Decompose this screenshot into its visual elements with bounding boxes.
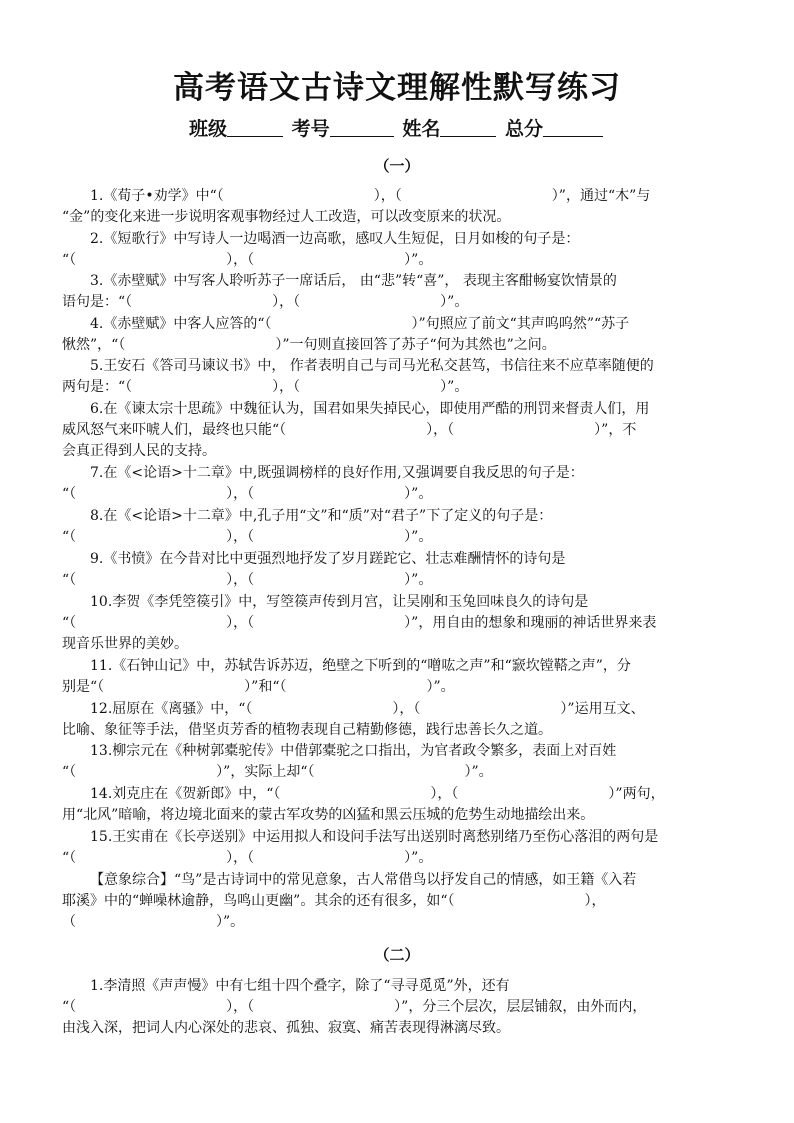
question-text: 两句是：“（ bbox=[62, 379, 133, 395]
question-text: “（ bbox=[62, 999, 77, 1015]
question-text: 8.在《<论语>十二章》中,孔子用“文”和“质”对“君子”下了定义的句子是： bbox=[90, 508, 553, 524]
question-6 bbox=[62, 399, 734, 462]
question-text: ）”。 bbox=[440, 294, 469, 310]
question-text: ）”。 bbox=[404, 572, 433, 588]
question-text: 7.在《<论语>十二章》中,既强调榜样的良好作用,又强调要自我反思的句子是： bbox=[90, 465, 584, 481]
question-text: ），（ bbox=[373, 188, 402, 204]
question-text: “金”的变化来进一步说明客观事物经过人工改造，可以改变原来的状况。 bbox=[62, 209, 511, 225]
question-text: 6.在《谏太宗十思疏》中魏征认为，国君如果失掉民心，即使用严酷的刑罚来督责人们，用 bbox=[90, 401, 650, 417]
question-5 bbox=[62, 356, 734, 398]
question-text: 别是“（ bbox=[62, 679, 105, 695]
section2-question-1 bbox=[62, 976, 734, 1039]
question-text: （ bbox=[62, 914, 76, 930]
question-text: “（ bbox=[62, 572, 77, 588]
question-text: ）”两句， bbox=[608, 786, 665, 802]
number-field[interactable] bbox=[330, 118, 394, 137]
question-text: 4.《赤壁赋》中客人应答的“（ bbox=[90, 316, 272, 332]
question-14 bbox=[62, 784, 734, 826]
question-text: ），（ bbox=[226, 999, 255, 1015]
question-text: ），（ bbox=[426, 422, 455, 438]
section-title-2: （二） bbox=[374, 946, 420, 964]
question-text: ）”和“（ bbox=[244, 679, 287, 695]
question-text: ），（ bbox=[272, 379, 301, 395]
question-text: 语句是：“（ bbox=[62, 294, 133, 310]
section-title-1: （一） bbox=[374, 157, 420, 175]
question-text: ），（ bbox=[226, 572, 255, 588]
question-text: “（ bbox=[62, 764, 77, 780]
question-15 bbox=[62, 827, 734, 869]
question-text: ）”，不 bbox=[594, 422, 637, 438]
question-text: ）”。 bbox=[404, 529, 433, 545]
question-text: “（ bbox=[62, 850, 77, 866]
question-text: 【意象综合】“鸟”是古诗词中的常见意象，古人常借鸟以抒发自己的情感，如王籍《入若 bbox=[90, 872, 637, 888]
question-text: 9.《书愤》在今昔对比中更强烈地抒发了岁月蹉跎它、壮志难酬情怀的诗句是 bbox=[90, 551, 566, 567]
question-text: ）”。 bbox=[404, 850, 433, 866]
question-text: 现音乐世界的美妙。 bbox=[62, 636, 188, 652]
question-13 bbox=[62, 741, 734, 783]
question-text: ）”一句则直接回答了苏子“何为其然也”之问。 bbox=[275, 337, 556, 353]
question-7 bbox=[62, 463, 734, 505]
question-text: ）”句照应了前文“其声呜呜然”“苏子 bbox=[411, 316, 630, 332]
question-text: ）”。 bbox=[426, 679, 455, 695]
question-text: ）”。 bbox=[440, 379, 469, 395]
question-text: 11.《石钟山记》中，苏轼告诉苏迈，绝壁之下听到的“噌吰之声”和“窾坎镗鞳之声”，分 bbox=[90, 658, 631, 674]
question-12 bbox=[62, 699, 734, 741]
name-label: 姓名 bbox=[402, 118, 441, 140]
question-text: “（ bbox=[62, 529, 77, 545]
question-9 bbox=[62, 549, 734, 591]
question-text: ）”，分三个层次，层层铺叙，由外而内， bbox=[394, 999, 647, 1015]
question-text: 2.《短歌行》中写诗人一边喝酒一边高歌，感叹人生短促，日月如梭的句子是： bbox=[90, 231, 580, 247]
question-text: 威风怒气来吓唬人们，最终也只能“（ bbox=[62, 422, 287, 438]
question-text: 14.刘克庄在《贺新郎》中，“（ bbox=[90, 786, 281, 802]
question-text: 15.王实甫在《长亭送别》中运用拟人和设问手法写出送别时离愁别绪乃至伤心落泪的两句是 bbox=[90, 829, 659, 845]
name-field[interactable] bbox=[440, 118, 496, 137]
question-text: 用“北风”暗喻，将边境北面来的蒙古军攻势的凶猛和黑云压城的危势生动地描绘出来。 bbox=[62, 807, 595, 823]
question-text: ）”。 bbox=[404, 252, 433, 268]
question-8 bbox=[62, 506, 734, 548]
question-text: 由浅入深，把词人内心深处的悲哀、孤独、寂寞、痛苦表现得淋漓尽致。 bbox=[62, 1020, 510, 1036]
question-text: ），（ bbox=[226, 529, 255, 545]
question-1 bbox=[62, 186, 734, 228]
score-label: 总分 bbox=[504, 118, 543, 140]
question-2 bbox=[62, 229, 734, 271]
question-text: 13.柳宗元在《种树郭橐驼传》中借郭橐驼之口指出，为官者政令繁多，表面上对百姓 bbox=[90, 743, 617, 759]
question-text: 12.屈原在《离骚》中，“（ bbox=[90, 701, 253, 717]
student-info-line bbox=[0, 114, 794, 141]
question-text: 5.王安石《答司马谏议书》中， 作者表明自己与司马光私交甚笃，书信往来不应草率随便的 bbox=[90, 358, 654, 374]
question-text: ）”，实际上却“（ bbox=[216, 764, 315, 780]
number-label: 考号 bbox=[291, 118, 330, 140]
page-title: 高考语文古诗文理解性默写练习 bbox=[173, 70, 621, 106]
question-text: “（ bbox=[62, 252, 77, 268]
question-text: 愀然”，“（ bbox=[62, 337, 126, 353]
question-imagery bbox=[62, 870, 734, 933]
question-text: ），（ bbox=[226, 850, 255, 866]
question-text: ）”，通过“木”与 bbox=[551, 188, 651, 204]
score-field[interactable] bbox=[543, 118, 603, 137]
question-text: 比喻、象征等手法，借坚贞芳香的植物表现自己精勤修德，践行忠善长久之道。 bbox=[62, 722, 552, 738]
question-text: ），（ bbox=[392, 701, 421, 717]
question-text: ），（ bbox=[226, 252, 255, 268]
question-10 bbox=[62, 592, 734, 655]
question-text: ），（ bbox=[272, 294, 301, 310]
question-text: ）”。 bbox=[404, 486, 433, 502]
question-text: 1.《荀子•劝学》中“（ bbox=[90, 188, 224, 204]
question-text: 10.李贺《李凭箜篌引》中，写箜篌声传到月宫，让吴刚和玉兔回味良久的诗句是 bbox=[90, 594, 589, 610]
question-text: ）， bbox=[584, 893, 606, 909]
question-text: ）”。 bbox=[216, 914, 245, 930]
question-text: ），（ bbox=[226, 615, 255, 631]
question-text: “（ bbox=[62, 486, 77, 502]
question-text: ）”。 bbox=[464, 764, 493, 780]
class-label: 班级 bbox=[189, 118, 228, 140]
question-text: “（ bbox=[62, 615, 77, 631]
question-text: ），（ bbox=[226, 486, 255, 502]
question-text: 3.《赤壁赋》中写客人聆听苏子一席话后， 由“悲”转“喜”， 表现主客酣畅宴饮情景的 bbox=[90, 273, 617, 289]
question-4 bbox=[62, 314, 734, 356]
question-text: ）”运用互文、 bbox=[560, 701, 645, 717]
question-3 bbox=[62, 271, 734, 313]
question-text: ）”，用自由的想象和瑰丽的神话世界来表 bbox=[404, 615, 657, 631]
question-text: ），（ bbox=[430, 786, 459, 802]
question-text: 耶溪》中的“蝉噪林逾静，鸟鸣山更幽”。其余的还有很多，如“（ bbox=[62, 893, 455, 909]
question-text: 1.李清照《声声慢》中有七组十四个叠字，除了“寻寻觅觅”外，还有 bbox=[90, 978, 510, 994]
class-field[interactable] bbox=[227, 118, 283, 137]
question-11 bbox=[62, 656, 734, 698]
question-text: 会真正得到人民的支持。 bbox=[62, 443, 216, 459]
